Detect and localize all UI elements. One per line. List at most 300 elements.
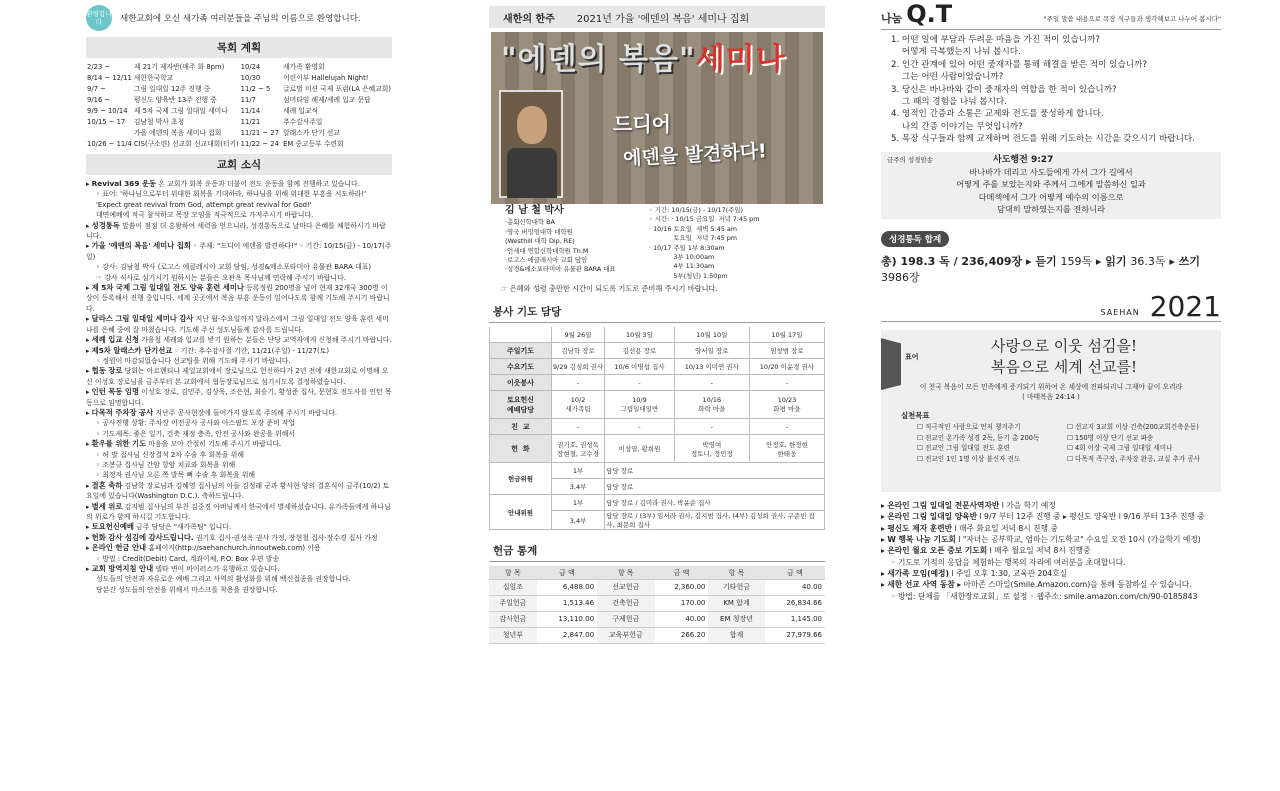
announcement-body: l 주일 오후 1:30, 교육관 204호실 — [949, 568, 1068, 578]
goal-item: ☐ 전교인 온가족 성경 2독, 듣기 총 200독 — [917, 433, 1040, 442]
service-label: 이웃봉사 — [490, 375, 552, 391]
offering-head: 금 액 — [765, 566, 825, 579]
news-item — [86, 429, 392, 439]
offering-cell: 십일조 — [489, 579, 537, 595]
news-head: 협동 장로 — [91, 366, 123, 376]
qt-label: 나눔 — [881, 12, 903, 25]
goals-list — [917, 422, 1217, 464]
announcement-head: 온라인 그림 일대일 전문사역자반 — [887, 501, 1000, 511]
schedule-cell: 11/21 ~ 27 — [240, 129, 279, 137]
news-body: 당회는 아르헨티나 제일교회에서 장로님으로 헌신하다가 2년 전에 새한교회로 이명해 오신 이성호 장로님을 금주부터 본 교회에서 협동장로님으로 섬기시도록 결정하였습니다. — [86, 367, 389, 386]
offering-head: 금 액 — [537, 566, 597, 579]
offering-cell: 27,979.66 — [765, 627, 825, 643]
qt-question: 나의 간증 이야기는 무엇입니까? — [891, 121, 1023, 132]
offering-table — [489, 566, 825, 644]
news-head: 온라인 헌금 안내 — [91, 543, 147, 553]
service-label: 토요헌신 예배담당 — [490, 391, 552, 419]
qt-question: 5. 목장 식구들과 함께 교제하며 전도를 위해 기도하는 시간을 갖으시기 바랍니다. — [891, 134, 1195, 145]
schedule-cell: 11/21 — [240, 118, 261, 126]
schedule-cell: 10/15 ~ 17 — [87, 118, 126, 126]
service-cell: 임창범 장로 — [749, 343, 824, 359]
news-body: 김남학 장로님과 김혜영 집사님의 아들 김정래 군과 황사현 양의 결혼식이 금주(10/2) 토요일에 있습니다(Washington D.C.). 축하드립니다. — [86, 481, 390, 501]
service-cell: 9/29 김성희 권사 — [552, 359, 605, 375]
news-item — [86, 585, 392, 595]
announcement-body: ◦ 기도로 기적의 응답을 체험하는 행복의 자리에 여러분을 초대합니다. — [891, 557, 1126, 567]
verse-line: 어떻게 주를 보았는지와 주께서 그에게 말씀하신 일과 — [956, 179, 1146, 190]
offering-cell: EM 청장년 — [708, 611, 764, 627]
year-brand: SAEHAN — [1100, 308, 1140, 318]
service-cell: 10/13 이미연 권사 — [674, 359, 749, 375]
news-body: 금주 담당은 "새가족팀" 입니다. — [136, 523, 232, 532]
bio-line: ·성경&메소포타미아 유물관 BARA 대표 — [505, 265, 616, 274]
news-item: ▸ 교회 방역지침 안내 델타 변이 바이러스가 유행하고 있습니다. — [86, 564, 280, 574]
offering-cell: 감사헌금 — [489, 611, 537, 627]
verse-reference: 사도행전 9:27 — [993, 154, 1054, 165]
qt-questions — [881, 34, 1221, 146]
announcement-item: ▸ 평신도 제자 훈련반 l 매주 화요일 저녁 8시 진행 중 — [881, 523, 1058, 533]
service-cell: - — [605, 375, 675, 391]
news-body: 말씀이 점점 더 흥왕하여 세력을 얻으니라, 성경통독으로 날마다 은혜를 체험하시기 바랍니다. — [86, 221, 386, 241]
schedule-title: 목회 계획 — [86, 37, 392, 58]
news-body: 'Expect great revival from God, attempt great revival for God!' — [96, 200, 312, 209]
motto-label: 표어 — [905, 353, 919, 362]
offering-cell: 1,513.46 — [537, 595, 597, 611]
announcement-item: ▸ 새가족 모임(예정) l 주일 오후 1:30, 교육관 204호실 — [881, 568, 1068, 578]
schedule-cell: 세례 입교식 — [283, 107, 319, 115]
announcement-body: l 가을 학기 예정 — [999, 501, 1056, 511]
schedule-cell: CIS(구소련) 선교회 선교대회(터키) — [133, 140, 239, 148]
news-body: 성도들의 안전과 자유로운 예배 그리고 사역의 활성화를 위해 백신접종을 권장합니다. — [96, 575, 351, 584]
service-cell: 10/9 그림일대일반 — [605, 391, 675, 419]
announcement-item: ▸ 온라인 그림 일대일 양육반 l 9/7 부터 12주 진행 중 ▸ 평신도 양육반 l 9/16 부터 13주 진행 중 — [881, 512, 1205, 522]
bio-line: ·영국 버밍엄대학 대학원 — [505, 227, 573, 236]
service-cell: 박영여 정토니, 정민정 — [674, 435, 749, 463]
announcement-item: ▸ 온라인 그림 일대일 전문사역자반 l 가을 학기 예정 — [881, 501, 1056, 511]
service-row — [490, 343, 825, 359]
service-label: 주일기도 — [490, 343, 552, 359]
motto-verse-text: 이 천국 복음이 모든 민족에게 증거되기 위하여 온 세상에 전파되리니 그제야 끝이 오리라 — [919, 383, 1183, 392]
service-cell: 10/2 새가족팀 — [552, 391, 605, 419]
service-cell: 김선용 장로 — [605, 343, 675, 359]
greeter-value: 담당 장로 / (3부) 임서라 권사, 김지범 집사, (4부) 김성희 권사, 구준빈 집사, 최문희 집사 — [605, 511, 825, 530]
service-cell: - — [552, 375, 605, 391]
offering-cell: 주일헌금 — [489, 595, 537, 611]
schedule-cell: 10/26 ~ 11/4 — [87, 140, 132, 148]
schedule-cell: 어린이부 Hallelujah Night! — [283, 74, 369, 82]
service-table — [489, 327, 825, 531]
announcement-item: ▸ 새한 선교 사역 동참 ▸ 아마존 스마일(Smile.Amazon.com)을 통해 동참하실 수 있습니다. — [881, 580, 1192, 590]
goal-item: ☐ 150명 이상 단기 선교 파송 — [1067, 433, 1154, 442]
schedule-cell: 9/16 ~ — [87, 96, 111, 104]
offering-cell: 13,110.00 — [537, 611, 597, 627]
service-cell: 10/6 이명섭 집사 — [605, 359, 675, 375]
service-label: 친 교 — [490, 419, 552, 435]
greeter-sub: 3,4부 — [552, 479, 605, 495]
news-head: 가을 '에덴의 복음' 세미나 집회 — [91, 241, 191, 251]
announcement-item: ▸ W 행복 나눔 기도회 l "자녀는 공부학교, 엄마는 기도학교" 수요일 오전 10시 (가을학기 예정) — [881, 535, 1201, 545]
news-item: ▸ Revival 369 운동 온 교회가 회복 운동과 더불어 전도 운동을 함께 진행하고 있습니다. — [86, 179, 360, 188]
banner-subtitle-1: 드디어 — [613, 112, 671, 136]
announcement-head: 온라인 월요 오픈 중보 기도회 — [887, 546, 988, 556]
schedule-cell — [86, 128, 133, 139]
left-column — [86, 0, 392, 595]
announcement-item: ▸ 온라인 월요 오픈 중보 기도회 l 매주 월요일 저녁 8시 진행중 — [881, 546, 1091, 556]
schedule-cell: 11/7 — [240, 96, 256, 104]
announcement-head: 온라인 그림 일대일 양육반 — [887, 512, 978, 522]
offering-cell: 26,834.66 — [765, 595, 825, 611]
schedule-cell: 11/14 — [240, 107, 261, 115]
offering-head: 항 목 — [489, 566, 537, 579]
service-header-row — [490, 327, 825, 343]
news-item: ▸ 인턴 목동 임명 이성호 장로, 김민주, 김상욱, 조은현, 최승기, 황성준 집사, 문현호 전도사를 인턴 목동으로 임명합니다. — [86, 387, 392, 407]
schedule-table — [86, 62, 392, 150]
service-cell: 이성열, 황희원 — [605, 435, 675, 463]
news-item — [86, 200, 392, 210]
news-body: ◦ 강사: 김남철 박사 (로고스 에클레시아 교회 담임, 성경&메소포타미아 유물관 BARA 대표) — [96, 263, 372, 272]
stat-read-label: 읽기 — [1105, 255, 1127, 269]
year-number: 2021 — [1149, 290, 1221, 324]
schedule-cell: 9/7 ~ — [87, 85, 106, 93]
service-cell: 양서일 장로 — [674, 343, 749, 359]
schedule-cell: 평신도 양육반 13주 진행 중 — [133, 96, 217, 104]
announcement-body: l 매주 월요일 저녁 8시 진행중 — [987, 546, 1091, 556]
schedule-cell: 글로벌 미션 국제 포럼(LA 은혜교회) — [283, 85, 391, 93]
news-body: 김지범 집사님의 부친 김중경 아버님께서 한국에서 별세하셨습니다. 유가족들에게 하나님의 위로가 함께 하시길 기도합니다. — [86, 502, 391, 521]
news-item — [86, 460, 392, 470]
qt-note: "주일 말씀 내용으로 목장 식구들과 생각해보고 나누어 봅시다" — [1043, 15, 1221, 23]
offering-header-row — [489, 566, 825, 579]
news-item — [86, 418, 392, 428]
news-item — [86, 554, 392, 564]
offering-cell: 청년부 — [489, 627, 537, 643]
announcement-head: 평신도 제자 훈련반 — [887, 523, 953, 533]
year-banner — [881, 290, 1221, 324]
speaker-photo-body — [507, 148, 557, 198]
bio-line: ·총회신학대학 BA — [505, 218, 555, 227]
schedule-row — [86, 62, 392, 73]
service-cell: - — [552, 419, 605, 435]
news-body: ◦ 공사진행 상황: 주차장 이전공사 공사와 아스팔트 포장 준비 작업 — [96, 419, 296, 428]
news-head: 세례 입교 신청 — [91, 335, 140, 345]
news-body: 지난 월-수요일까지 달라스에서 그림 일대일 전도 양육 훈련 세미나를 은혜 중에 잘 마쳤습니다. 기도해 주신 성도님들께 감사를 드립니다. — [86, 315, 389, 334]
mid-header-title: 2021년 가을 '에덴의 복음' 세미나 집회 — [576, 13, 750, 25]
schedule-cell: 제 21기 제자반(매주 화 8pm) — [133, 63, 225, 71]
service-row — [490, 375, 825, 391]
offering-cell: 선교헌금 — [597, 579, 655, 595]
news-body: ◦ 최정자 권사님 오른 쪽 발목 뼈 수술 후 회복을 위해 — [96, 471, 256, 480]
schedule-cell: 섬머타임 해제/세례 입교 문답 — [283, 96, 371, 104]
offering-cell: 구제헌금 — [597, 611, 655, 627]
greeter-sub: 1부 — [552, 495, 605, 511]
middle-column — [489, 0, 825, 644]
schedule-cell: 새가족 환영회 — [283, 63, 325, 71]
qt-question: 4. 영적인 간증과 소통은 교제와 전도를 풍성하게 합니다. — [891, 109, 1104, 120]
news-body: ◦ 기간: 추수감사절 기간, 11/21(주일) - 11/27(토) — [174, 346, 330, 355]
announcement-item — [881, 557, 1221, 568]
news-body: 이성호 장로, 김민주, 김상욱, 조은현, 최승기, 황성준 집사, 문현호 전도사를 인턴 목동으로 임명합니다. — [86, 388, 392, 407]
news-item: ▸ 성경통독 말씀이 점점 더 흥왕하여 세력을 얻으니라, 성경통독으로 날마다 은혜를 체험하시기 바랍니다. — [86, 220, 386, 241]
news-item: ▸ 달라스 그림 일대일 세미나 감사 지난 월-수요일까지 달라스에서 그림 일대일 전도 양육 훈련 세미나를 은혜 중에 잘 마쳤습니다. 기도해 주신 성도님들께 감사를 드립니다. — [86, 314, 389, 334]
news-item: ▸ 결혼 축하 김남학 장로님과 김혜영 집사님의 아들 김정래 군과 황사현 양의 결혼식이 금주(10/2) 토요일에 있습니다(Washington D.C.). 축하드립니다. — [86, 480, 390, 501]
news-body: 델타 변이 바이러스가 유행하고 있습니다. — [155, 565, 280, 574]
schedule-cell: 9/9 ~ 10/14 — [87, 107, 128, 115]
bio-line: ·언세대 연합신학대학원 Th.M — [505, 246, 589, 255]
banner-subtitle-2: 에덴을 발견하다! — [622, 140, 768, 170]
offering-cell: 6,488.00 — [537, 579, 597, 595]
qt-question: 1. 어떤 일에 부담과 두려운 마음을 가진 적이 있습니까? — [891, 35, 1100, 45]
news-item: ▸ 다목적 주차장 공사 지난주 공사현장에 들어가지 않도록 주의해 주시기 바랍니다. — [86, 407, 338, 417]
news-body: ◦ 방법 : Credit(Debit) Card, 계좌이체, P.O. Box 우편 발송 — [96, 554, 280, 563]
service-row — [490, 359, 825, 375]
time-line: ◦ 시간: · 10/15 금요일 저녁 7:45 pm — [649, 215, 760, 224]
news-item — [86, 470, 392, 480]
service-corner — [490, 327, 552, 343]
service-row — [490, 419, 825, 435]
news-item: ▸ 토요헌신예배 금주 담당은 "새가족팀" 입니다. — [86, 522, 232, 532]
news-list — [86, 179, 392, 595]
greeter-label: 헌금위원 — [490, 463, 552, 495]
news-item: ▸ 헌화 감사 섬김에 감사드립니다. 권기호 집사·권성옥 권사 가정, 장현철 집사·장수경 집사 가정 — [86, 532, 378, 542]
qt-title: Q.T — [906, 0, 953, 28]
motto-line-1: 사랑으로 이웃 섬김을! — [991, 337, 1137, 356]
bio-line: (Westhill 대학 Dip, RE) — [505, 237, 575, 246]
schedule-cell: 10/30 — [240, 74, 261, 82]
service-cell: 10/20 이윤경 권사 — [749, 359, 824, 375]
schedule-row — [86, 106, 392, 117]
news-head: 결혼 축하 — [91, 480, 123, 490]
offering-head: 항 목 — [597, 566, 655, 579]
greeter-value: 담당 장로 / 김미라 권사, 박윤순 집사 — [605, 495, 825, 511]
offering-title: 헌금 통계 — [489, 540, 825, 562]
service-cell: - — [674, 419, 749, 435]
news-item: ▸ 세례 입교 신청 가을철 세례와 입교를 받기 원하는 분들은 단당 교역자에게 신청해 주시기 바랍니다. — [86, 335, 392, 345]
schedule-row — [86, 84, 392, 95]
schedule-cell: 새한한국학교 — [133, 74, 174, 82]
time-line: · 10/17 주일 1부 8:30am — [649, 243, 725, 252]
verse-text — [887, 166, 1215, 215]
schedule-cell: 2/23 ~ — [87, 63, 111, 71]
offering-cell: 건축헌금 — [597, 595, 655, 611]
greeter-row — [490, 463, 825, 479]
schedule-cell: 11/22 ~ 24 — [240, 140, 279, 148]
service-cell: 10/23 화평 마을 — [749, 391, 824, 419]
goal-item: ☐ 다목적 족구장, 주차장 완공, 교실 추가 공사 — [1067, 454, 1201, 463]
news-item — [86, 262, 392, 272]
news-item — [86, 210, 392, 220]
news-head: 환우를 위한 기도 — [91, 439, 147, 449]
stat-total-label: 총) — [881, 255, 897, 269]
offering-cell: 2,360.00 — [655, 579, 709, 595]
speaker-info — [489, 206, 825, 281]
news-body: ◦ 주제: "드디어 에덴을 발견하다!" ◦ 기간: 10/15(금) - 10/17(주일) — [86, 242, 392, 261]
verse-label: 금주의 성경암송 — [887, 155, 934, 164]
news-item: ▸ 제 5차 국제 그림 일대일 전도 양육 훈련 세미나 등록정원 200명을 넘어 현재 32개국 300명 이상이 등록해서 진행 중입니다. 세계 곳곳에서 복음 부흥 운동이 일어나도록 함께 기도해 주시기 바랍니다. — [86, 283, 390, 313]
time-line: 5부(청년) 1:50pm — [649, 271, 728, 280]
qt-question: 어떻게 극복했는지 나눠 봅시다. — [891, 47, 1021, 58]
seminar-banner — [491, 32, 823, 204]
news-title: 교회 소식 — [86, 154, 392, 175]
schedule-cell: 가을 에덴의 복음 세미나 집회 — [133, 129, 222, 137]
greeter-row — [490, 495, 825, 511]
news-body: 마음을 모아 간절히 기도해 주시기 바랍니다. — [148, 440, 282, 449]
offering-row — [489, 611, 825, 627]
service-date: 10월 10일 — [674, 327, 749, 343]
service-cell: - — [749, 375, 824, 391]
welcome-text: 새한교회에 오신 새가족 여러분들을 주님의 이름으로 환영합니다. — [120, 14, 361, 24]
offering-cell: 170.00 — [655, 595, 709, 611]
stat-write-label: 쓰기 — [1178, 255, 1200, 269]
announcements — [881, 500, 1221, 602]
goal-item: ☐ 적극적인 사랑으로 먼저 챙겨주기 — [917, 423, 1021, 432]
schedule-cell: 10/24 — [240, 63, 261, 71]
news-head: 성경통독 — [91, 220, 120, 230]
news-body: 대면예배에 적극 참석하고 목장 모임을 적극적으로 가져주시기 바랍니다. — [96, 211, 314, 220]
schedule-row — [86, 139, 392, 150]
welcome-badge: 환영합니다 — [86, 5, 112, 31]
qt-question: 그 때의 경험을 나눠 봅시다. — [891, 97, 1007, 108]
news-body: 등록정원 200명을 넘어 현재 32개국 300명 이상이 등록해서 진행 중입니다. 세계 곳곳에서 복음 부흥 운동이 일어나도록 함께 기도해 주시기 바랍니다. — [86, 284, 390, 313]
news-item — [86, 574, 392, 584]
service-cell: - — [749, 419, 824, 435]
stat-read: 36.3독 — [1130, 255, 1166, 269]
service-row — [490, 391, 825, 419]
schedule-row — [86, 95, 392, 106]
news-item — [86, 356, 392, 366]
news-item — [86, 273, 392, 283]
news-body: 홈페이지(http://saehanchurch.innoutweb.com) 이용 — [148, 544, 321, 553]
offering-cell: 기타헌금 — [708, 579, 764, 595]
news-item: ▸ 가을 '에덴의 복음' 세미나 집회 ◦ 주제: "드디어 에덴을 발견하다!" ◦ 기간: 10/15(금) - 10/17(주일) — [86, 241, 392, 261]
speaker-name: 김 남 철 박사 — [505, 205, 564, 216]
offering-row — [489, 595, 825, 611]
offering-cell: 1,145.00 — [765, 611, 825, 627]
news-body: ◦ 표어: '하나님으로부터 위대한 회복을 기대하라, 하나님을 위해 위대한 부흥을 시도하라!' — [96, 190, 366, 199]
motto-text — [991, 336, 1137, 378]
stat-listen-label: 듣기 — [1035, 255, 1057, 269]
qt-header — [881, 0, 1221, 30]
offering-cell: 40.00 — [765, 579, 825, 595]
news-head: 토요헌신예배 — [91, 522, 134, 532]
schedule-row — [86, 128, 392, 139]
greeter-value: 담당 장로 — [605, 479, 825, 495]
greeter-sub: 3,4부 — [552, 511, 605, 530]
offering-row — [489, 627, 825, 643]
news-body: ◦ 기도제목: 좋은 일기, 건축 재정 충족, 안전 공사와 완공을 위해서 — [96, 429, 296, 438]
news-body: ☞ 강사 식사로 섬기시기 원하시는 분들은 오관옥 목사님께 연락해 주시기 바랍니다. — [96, 273, 346, 282]
news-head: 별세 위로 — [91, 501, 123, 511]
stat-total: 198.3 독 / 236,409장 — [900, 255, 1023, 269]
qt-question: 3. 당신은 바나바와 같이 중재자의 역할을 한 적이 있습니까? — [891, 84, 1117, 95]
news-item — [86, 450, 392, 460]
goals-title: 실천목표 — [901, 411, 930, 421]
motto-verse-ref: ( 마태복음 24:14 ) — [1022, 393, 1080, 402]
schedule-cell: 알래스카 단기 선교 — [283, 129, 340, 137]
offering-head: 금 액 — [655, 566, 709, 579]
service-date: 10월 17일 — [749, 327, 824, 343]
verse-line: 담대히 말하였는지를 전하니라 — [996, 203, 1106, 214]
news-item: ▸ 온라인 헌금 안내 홈페이지(http://saehanchurch.innoutweb.com) 이용 — [86, 543, 321, 553]
news-body: 가을철 세례와 입교를 받기 원하는 분들은 단당 교역자에게 신청해 주시기 바랍니다. — [141, 336, 392, 345]
motto-box — [881, 330, 1221, 492]
time-line: · 10/16 토요일 새벽 5:45 am — [649, 224, 737, 233]
motto-line-2: 복음으로 세계 선교를! — [991, 358, 1137, 377]
news-head: 교회 방역지침 안내 — [91, 564, 154, 574]
service-date: 10월 3일 — [605, 327, 675, 343]
offering-cell: 합계 — [708, 627, 764, 643]
banner-title-main: "에덴의 복음" — [501, 42, 696, 77]
service-cell: 안정호, 한정현 한태웅 — [749, 435, 824, 463]
announcement-body: l "자녀는 공부학교, 엄마는 기도학교" 수요일 오전 10시 (가을학기 예정) — [955, 535, 1201, 545]
service-cell: 10/16 화락 마을 — [674, 391, 749, 419]
greeter-sub: 1부 — [552, 463, 605, 479]
time-line: 4부 11:30am — [649, 262, 715, 271]
service-cell: 권기호, 권성옥 장현철, 고수경 — [552, 435, 605, 463]
news-body: ◦ 정원이 마감되었습니다 선교팀을 위해 기도해 주시기 바랍니다. — [96, 356, 291, 365]
news-body: ◦ 조봉규 집사님 간암 항암 치료와 회복을 위해 — [96, 460, 236, 469]
service-label: 헌 화 — [490, 435, 552, 463]
schedule-row — [86, 73, 392, 84]
news-body: 지난주 공사현장에 들어가지 않도록 주의해 주시기 바랍니다. — [155, 408, 338, 417]
service-cell: - — [605, 419, 675, 435]
mid-header-label: 새한의 한주 — [503, 13, 555, 25]
goal-item: ☐ 선교지 3교회 이상 건축(200교회건축운동) — [1067, 423, 1199, 432]
announcement-head: 새한 선교 사역 동참 — [887, 580, 955, 590]
verse-box — [881, 152, 1221, 219]
news-body: 당분간 성도들의 안전을 위해서 마스크를 착용을 권장합니다. — [96, 585, 278, 594]
schedule-cell: 제 5차 국제 그림 일대일 세미나 — [133, 107, 228, 115]
right-column — [881, 0, 1221, 602]
time-line: 3부 10:00am — [649, 253, 715, 262]
news-head: 다목적 주차장 공사 — [91, 407, 154, 417]
schedule-cell: 11/2 ~ 5 — [240, 85, 271, 93]
bible-reading-stats: 총) 198.3 독 / 236,409장 ▸ 듣기 159독 ▸ 읽기 36.3독 ▸ 쓰기 3986장 — [881, 255, 1200, 285]
announcement-head: W 행복 나눔 기도회 — [887, 535, 956, 545]
bible-reading-chip: 성경통독 합계 — [881, 231, 949, 247]
time-line: 토요일 저녁 7:45 pm — [649, 234, 738, 243]
offering-cell: 교육부헌금 — [597, 627, 655, 643]
news-head: 제 5차 국제 그림 일대일 전도 양육 훈련 세미나 — [91, 283, 244, 293]
schedule-row — [86, 117, 392, 128]
offering-cell: 40.00 — [655, 611, 709, 627]
news-head: 제5차 알래스카 단기선교 — [91, 345, 173, 355]
announcement-body: l 매주 화요일 저녁 8시 진행 중 — [952, 523, 1058, 533]
service-date: 9월 26일 — [552, 327, 605, 343]
news-head: Revival 369 운동 — [91, 179, 157, 188]
news-body: 온 교회가 회복 운동과 더불어 전도 운동을 함께 진행하고 있습니다. — [158, 180, 360, 188]
announcement-head: 새가족 모임(예정) — [887, 568, 949, 578]
schedule-cell: 김남철 박사 초청 — [133, 118, 185, 126]
speaker-times — [649, 206, 825, 281]
announcement-body: ◦ 방법: 단체를 「새한장로교회」로 설정 ◦ 웹주소: smile.amazon.com/ch/90-0185843 — [891, 591, 1198, 601]
offering-cell: 266.20 — [655, 627, 709, 643]
offering-head: 항 목 — [708, 566, 764, 579]
banner-title-accent: 세미나 — [695, 42, 786, 77]
greeter-value: 담당 장로 — [605, 463, 825, 479]
service-cell: 김남학 장로 — [552, 343, 605, 359]
verse-line: 다메섹에서 그가 어떻게 예수의 이름으로 — [978, 191, 1124, 202]
schedule-cell: 8/14 ~ 12/11 — [87, 74, 132, 82]
news-head: 달라스 그림 일대일 세미나 감사 — [91, 314, 194, 324]
time-line: ◦ 기간: 10/15(금) - 10/17(주일) — [649, 206, 744, 214]
speaker-bio — [489, 206, 649, 281]
goal-item: ☐ 전교인 1인 1명 이상 불신자 전도 — [917, 454, 1021, 463]
offering-row — [489, 579, 825, 595]
service-row — [490, 435, 825, 463]
banner-title — [501, 34, 786, 78]
greeter-label: 안내위원 — [490, 495, 552, 530]
news-body: 권기호 집사·권성옥 권사 가정, 장현철 집사·장수경 집사 가정 — [195, 533, 378, 542]
service-title: 봉사 기도 담당 — [489, 301, 825, 323]
